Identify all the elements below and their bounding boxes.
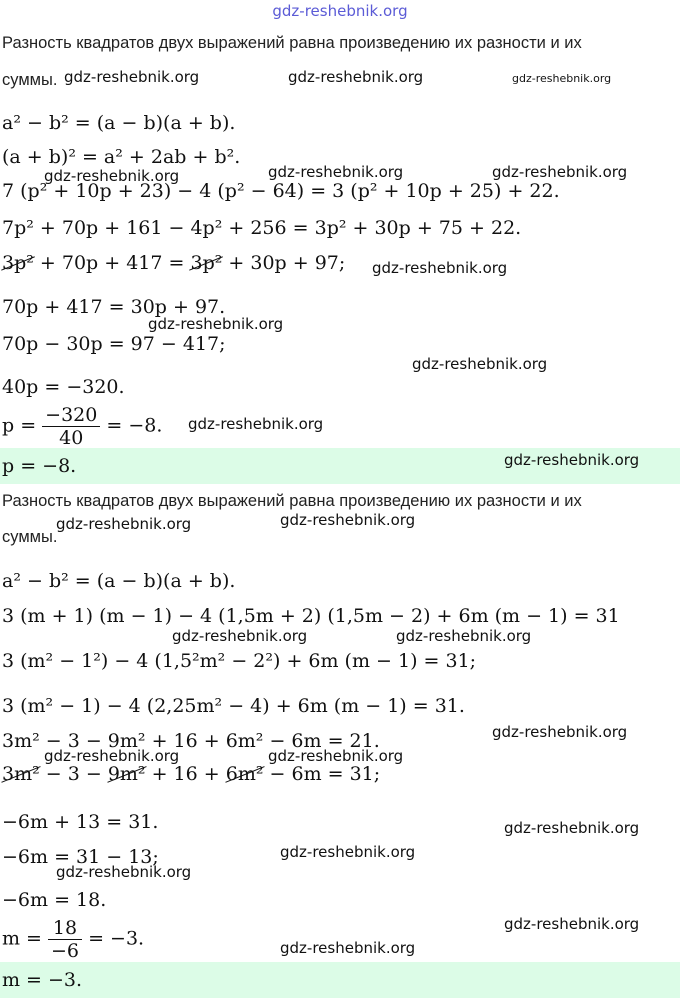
watermark: gdz-reshebnik.org: [280, 843, 416, 861]
equation-part: + 30p + 97;: [222, 252, 346, 274]
watermark: gdz-reshebnik.org: [492, 163, 628, 181]
equation-line: 3 (m² − 1) − 4 (2,25m² − 4) + 6m (m − 1) = 31.: [2, 695, 465, 717]
fraction-line: [2, 404, 162, 449]
formula-diff-squares: a² − b² = (a − b)(a + b).: [2, 570, 236, 592]
watermark: gdz-reshebnik.org: [504, 915, 640, 933]
fraction-numerator: 18: [48, 917, 82, 940]
equation-part: = −3.: [82, 927, 145, 950]
equation-part: m =: [2, 927, 49, 950]
intro-text-1b: суммы.: [2, 71, 58, 89]
intro-text-2a: Разность квадратов двух выражений равна произведению их разности и их: [2, 492, 582, 510]
equation-part: = −8.: [100, 414, 163, 437]
watermark: gdz-reshebnik.org: [56, 515, 192, 533]
equation-line: 70p + 417 = 30p + 97.: [2, 296, 226, 318]
equation-part: − 3 −: [39, 763, 108, 785]
equation-part: p =: [2, 414, 43, 437]
watermark: gdz-reshebnik.org: [412, 355, 548, 373]
cancelled-term: 6m²: [225, 763, 264, 785]
equation-part: + 70p + 417 =: [33, 252, 191, 274]
answer-1: p = −8.: [2, 455, 77, 477]
watermark: gdz-reshebnik.org: [44, 747, 180, 765]
equation-line: 70p − 30p = 97 − 417;: [2, 333, 226, 355]
answer-2: m = −3.: [2, 969, 83, 991]
intro-text-1a: Разность квадратов двух выражений равна произведению их разности и их: [2, 34, 582, 52]
fraction-denominator: −6: [51, 940, 80, 962]
fraction-numerator: −320: [42, 404, 100, 427]
cancelled-term: 3p²: [190, 252, 223, 274]
equation-line: −6m = 31 − 13;: [2, 846, 159, 868]
equation-line: 3m² − 3 − 9m² + 16 + 6m² − 6m = 21.: [2, 730, 380, 752]
answer-highlight-2: [0, 962, 680, 998]
equation-part: + 16 +: [145, 763, 226, 785]
watermark: gdz-reshebnik.org: [280, 511, 416, 529]
equation-line-cancel: [2, 763, 380, 785]
cancelled-term: 9m²: [107, 763, 146, 785]
equation-line: 7 (p² + 10p + 23) − 4 (p² − 64) = 3 (p² + 10p + 25) + 22.: [2, 180, 560, 202]
equation-line-cancel: [2, 252, 345, 274]
watermark: gdz-reshebnik.org: [64, 68, 200, 86]
equation-line: −6m = 18.: [2, 889, 107, 911]
cancelled-term: 3m²: [2, 763, 40, 785]
watermark: gdz-reshebnik.org: [492, 723, 628, 741]
watermark: gdz-reshebnik.org: [56, 863, 192, 881]
intro-text-2b: суммы.: [2, 528, 58, 546]
formula-diff-squares: a² − b² = (a − b)(a + b).: [2, 112, 236, 134]
formula-square-sum: (a + b)² = a² + 2ab + b².: [2, 146, 241, 168]
watermark: gdz-reshebnik.org: [504, 819, 640, 837]
cancelled-term: 3p²: [2, 252, 34, 274]
watermark: gdz-reshebnik.org: [512, 72, 612, 85]
equation-part: − 6m = 31;: [263, 763, 381, 785]
fraction-line: [2, 917, 144, 962]
watermark: gdz-reshebnik.org: [280, 939, 416, 957]
fraction-denominator: 40: [59, 427, 84, 449]
watermark: gdz-reshebnik.org: [268, 163, 404, 181]
equation-line: 3 (m + 1) (m − 1) − 4 (1,5m + 2) (1,5m − 2) + 6m (m − 1) = 31: [2, 605, 620, 627]
watermark: gdz-reshebnik.org: [44, 167, 180, 185]
header-site-link[interactable]: gdz-reshebnik.org: [272, 2, 408, 20]
equation-line: 40p = −320.: [2, 376, 125, 398]
equation-line: 7p² + 70p + 161 − 4p² + 256 = 3p² + 30p + 75 + 22.: [2, 217, 522, 239]
watermark: gdz-reshebnik.org: [172, 627, 308, 645]
watermark: gdz-reshebnik.org: [396, 627, 532, 645]
watermark: gdz-reshebnik.org: [148, 315, 284, 333]
watermark: gdz-reshebnik.org: [288, 68, 424, 86]
watermark: gdz-reshebnik.org: [372, 259, 508, 277]
fraction: [48, 917, 82, 962]
equation-line: −6m + 13 = 31.: [2, 811, 159, 833]
fraction: [42, 404, 100, 449]
watermark: gdz-reshebnik.org: [188, 415, 324, 433]
equation-line: 3 (m² − 1²) − 4 (1,5²m² − 2²) + 6m (m − 1) = 31;: [2, 650, 477, 672]
watermark: gdz-reshebnik.org: [268, 747, 404, 765]
watermark: gdz-reshebnik.org: [504, 451, 640, 469]
